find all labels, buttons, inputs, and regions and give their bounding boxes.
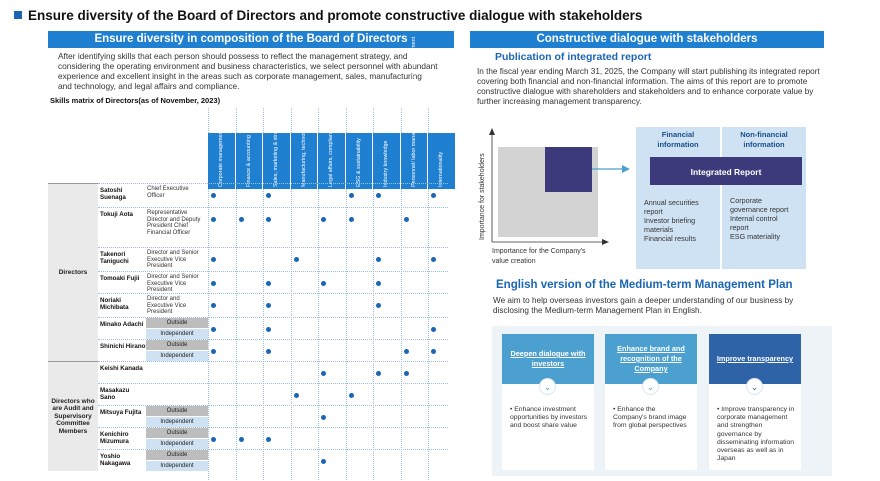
goal-card-dialogue xyxy=(502,334,594,470)
skill-dot xyxy=(266,303,271,308)
skill-dot xyxy=(404,349,409,354)
financial-item: Annual securities xyxy=(644,198,699,207)
skill-dot xyxy=(266,281,271,286)
member-row xyxy=(98,405,448,427)
goal-card-title: Enhance brand and recognition of the Company xyxy=(605,334,697,384)
y-axis-arrow-icon xyxy=(489,128,495,135)
square-bullet-icon xyxy=(14,11,22,19)
goal-card-transparency xyxy=(709,334,801,470)
nonfinancial-item: governance report xyxy=(730,205,789,214)
skill-header-label: Sales, marketing & strategy xyxy=(273,121,280,187)
skill-dot xyxy=(376,371,381,376)
outside-tag: Outside xyxy=(146,340,208,350)
mtp-english-text: We aim to help overseas investors gain a deeper understanding of our business by disclosing the Medium-term Management Plan in English. xyxy=(493,296,794,315)
left-intro-text: After identifying skills that each person should possess to reflect the management strategy, and considering the operating environment and business characteristics, we select personnel with abundant experience and excellent insight in the areas such as corporate management, sales, manufacturing and technology, and legal affairs and compliance. xyxy=(58,51,438,91)
skill-dot xyxy=(211,217,216,222)
outside-tag: Outside xyxy=(146,428,208,438)
skill-dot xyxy=(239,217,244,222)
skill-dot xyxy=(349,193,354,198)
skill-header xyxy=(208,130,236,189)
skill-dot xyxy=(266,217,271,222)
skill-dot xyxy=(321,459,326,464)
independent-tag: Independent xyxy=(146,351,208,361)
nonfinancial-header-line1: Non-financial xyxy=(740,130,788,139)
skill-dot xyxy=(321,281,326,286)
skill-header-label: ESG & sustainability xyxy=(355,138,362,187)
member-role: Representative Director and Deputy President Chief Financial Officer xyxy=(147,210,201,236)
skill-dot xyxy=(431,349,436,354)
nonfinancial-item: Internal control xyxy=(730,214,778,223)
skill-dot xyxy=(266,349,271,354)
skill-dot xyxy=(404,371,409,376)
chevron-down-icon: ⌄ xyxy=(746,378,763,395)
skill-header-spacer xyxy=(373,108,401,133)
goal-card-brand xyxy=(605,334,697,470)
financial-item: Investor briefing xyxy=(644,216,696,225)
skill-header-spacer xyxy=(346,108,374,133)
skill-dot xyxy=(376,281,381,286)
skill-dot xyxy=(211,281,216,286)
member-name: Masakazu Sano xyxy=(100,387,130,401)
member-name: Yoshio Nakagawa xyxy=(100,453,131,467)
skill-header xyxy=(236,133,264,189)
skill-header-label: Legal affairs, compliance & risk management xyxy=(328,79,335,187)
member-row xyxy=(98,293,448,317)
skill-dot xyxy=(266,193,271,198)
integrated-report-diagram xyxy=(474,125,834,270)
financial-item: Financial results xyxy=(644,234,696,243)
x-axis-arrow-icon xyxy=(602,239,609,245)
skill-dot xyxy=(211,303,216,308)
member-name: Tomoaki Fujii xyxy=(100,275,140,282)
skill-dot xyxy=(211,193,216,198)
chevron-down-icon: ⌄ xyxy=(642,378,659,395)
independent-tag: Independent xyxy=(146,417,208,427)
skill-header xyxy=(373,133,401,189)
nonfinancial-item: report xyxy=(730,223,749,232)
outside-tag: Outside xyxy=(146,450,208,460)
skill-dot xyxy=(376,193,381,198)
financial-header-line1: Financial xyxy=(661,130,695,139)
independent-tag: Independent xyxy=(146,461,208,471)
goal-card-title: Improve transparency xyxy=(709,334,801,384)
skill-header-label: Internationality xyxy=(438,151,445,187)
page-title-text: Ensure diversity of the Board of Directors and promote constructive dialogue with stakeholders xyxy=(28,8,643,23)
financial-item: report xyxy=(644,207,663,216)
member-row xyxy=(98,449,448,471)
skill-header-spacer xyxy=(428,108,456,133)
nonfinancial-item: Corporate xyxy=(730,196,762,205)
integrated-report-label: Integrated Report xyxy=(690,167,762,177)
goal-card-body: • Improve transparency in corporate management and strengthen governance by disseminating information overseas as well as in Japan xyxy=(709,384,801,470)
chevron-down-icon: ⌄ xyxy=(539,378,556,395)
member-name: Tokuji Aota xyxy=(100,211,133,218)
member-role: Director and Senior Executive Vice President xyxy=(147,250,199,270)
member-row xyxy=(98,183,448,207)
skill-dot xyxy=(349,217,354,222)
member-role: Chief Executive Officer xyxy=(147,186,189,199)
skill-dot xyxy=(294,257,299,262)
member-name: Satoshi Suenaga xyxy=(100,187,126,201)
skill-header-label: Corporate management xyxy=(218,130,225,187)
member-role: Director and Executive Vice President xyxy=(147,296,187,316)
member-name: Kenichiro Mizumura xyxy=(100,431,129,445)
x-axis-label-line1: Importance for the Company's xyxy=(492,248,586,255)
skill-dot xyxy=(211,349,216,354)
skill-header-label: Personnel/ labor management & human resource development xyxy=(410,36,417,187)
skill-dot xyxy=(211,327,216,332)
member-row xyxy=(98,427,448,449)
nonfinancial-item: ESG materiality xyxy=(730,232,780,241)
financial-item: materials xyxy=(644,225,674,234)
skill-dot xyxy=(211,257,216,262)
skill-dot xyxy=(376,257,381,262)
member-name: Takenori Taniguchi xyxy=(100,251,129,265)
member-name: Shinichi Hirano xyxy=(100,343,146,350)
skill-dot xyxy=(431,257,436,262)
group-audit-committee: Directors who are Audit and Supervisory Committee Members xyxy=(48,361,98,471)
skill-dot xyxy=(321,217,326,222)
goal-card-title: Deepen dialogue with investors xyxy=(502,334,594,384)
member-name: Noriaki Michibata xyxy=(100,297,129,311)
right-section-banner: Constructive dialogue with stakeholders xyxy=(470,31,824,48)
x-axis-label-line2: value creation xyxy=(492,258,536,265)
goal-card-body: • Enhance the Company's brand image from global perspectives xyxy=(605,384,697,470)
skill-dot xyxy=(376,303,381,308)
skill-dot xyxy=(211,437,216,442)
skill-header xyxy=(263,121,291,189)
member-name: Keishi Kanada xyxy=(100,365,143,372)
integrated-report-heading: Publication of integrated report xyxy=(495,51,652,63)
skill-dot xyxy=(321,371,326,376)
skill-header-label: Industry knowledge xyxy=(383,140,390,187)
skill-header-spacer xyxy=(236,108,264,133)
skill-header xyxy=(428,133,456,189)
skill-header-label: Finance & accounting xyxy=(245,135,252,187)
member-role: Director and Senior Executive Vice President xyxy=(147,274,199,294)
member-row xyxy=(98,383,448,405)
independent-tag: Independent xyxy=(146,439,208,449)
member-row xyxy=(98,361,448,383)
skill-dot xyxy=(431,193,436,198)
skill-header xyxy=(346,133,374,189)
outside-tag: Outside xyxy=(146,318,208,328)
member-name: Minako Adachi xyxy=(100,321,144,328)
independent-tag: Independent xyxy=(146,329,208,339)
mtp-goals-panel xyxy=(492,326,832,476)
skill-header xyxy=(401,36,429,189)
skill-header xyxy=(291,112,319,189)
integrated-report-text: In the fiscal year ending March 31, 2025, the Company will start publishing its integrated report covering both financial and non-financial information. The aims of this report are to promote constructive dialogue with shareholders and stakeholders and to enhance corporate value by further increasing management transparency. xyxy=(477,67,820,106)
member-row xyxy=(98,207,448,247)
skill-dot xyxy=(266,327,271,332)
goal-card-body: • Enhance investment opportunities by investors and boost share value xyxy=(502,384,594,470)
skill-dot xyxy=(431,327,436,332)
matrix-caption: Skills matrix of Directors(as of November, 2023) xyxy=(50,96,221,105)
skill-dot xyxy=(239,437,244,442)
member-row xyxy=(98,271,448,293)
skill-dot xyxy=(404,217,409,222)
financial-header-line2: information xyxy=(657,140,699,149)
outside-tag: Outside xyxy=(146,406,208,416)
skill-dot xyxy=(266,437,271,442)
skill-dot xyxy=(294,393,299,398)
member-name: Mitsuya Fujita xyxy=(100,409,142,416)
left-section-banner: Ensure diversity in composition of the Board of Directors xyxy=(48,31,454,48)
mtp-english-heading: English version of the Medium-term Management Plan xyxy=(496,279,793,291)
member-row xyxy=(98,247,448,271)
group-directors: Directors xyxy=(48,183,98,361)
skill-header xyxy=(318,79,346,189)
y-axis-label: Importance for stakeholders xyxy=(479,153,486,240)
member-row xyxy=(98,317,448,339)
skill-dot xyxy=(349,393,354,398)
connector-arrow-icon xyxy=(622,165,630,173)
member-row xyxy=(98,339,448,361)
page-title xyxy=(14,8,642,23)
skill-header-label: Manufacturing, technology & IT xyxy=(300,112,307,187)
high-materiality-area xyxy=(545,147,592,192)
nonfinancial-header-line2: information xyxy=(743,140,785,149)
skill-dot xyxy=(321,415,326,420)
